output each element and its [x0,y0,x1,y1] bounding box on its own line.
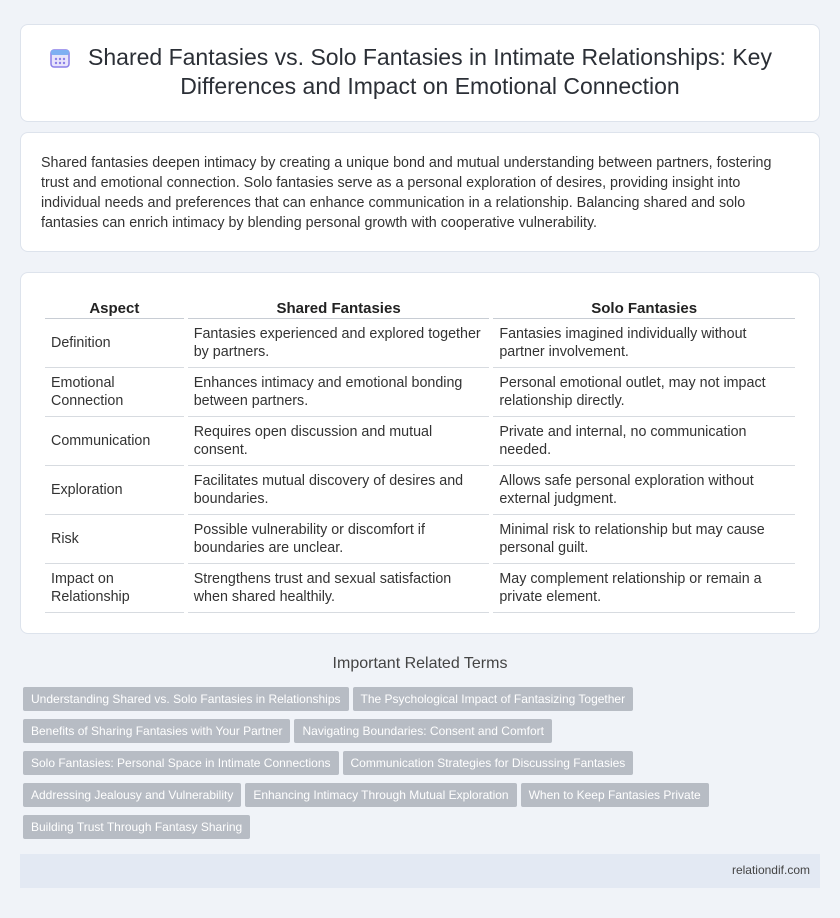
comparison-table [41,295,799,613]
intro-paragraph: Shared fantasies deepen intimacy by creating a unique bond and mutual understanding between partners, fostering trust and emotional connection. Solo fantasies serve as a personal exploration of desires, providing insight into individual needs and preferences that can enhance communication in a relationship. Balancing shared and solo fantasies can enrich intimacy by blending personal growth with cooperative vulnerability. [41,155,772,231]
related-term-tag[interactable]: Addressing Jealousy and Vulnerability [23,783,241,807]
cell-aspect: Risk [45,515,184,564]
related-term-tag[interactable]: Enhancing Intimacy Through Mutual Exploration [245,783,516,807]
related-term-tag[interactable]: Communication Strategies for Discussing Fantasies [343,751,634,775]
related-term-tag[interactable]: Building Trust Through Fantasy Sharing [23,815,250,839]
table-header-row [45,295,795,319]
intro-card [20,132,820,252]
header-aspect: Aspect [45,295,184,319]
related-terms-list [23,687,823,847]
cell-shared: Strengthens trust and sexual satisfaction when shared healthily. [188,564,490,613]
cell-aspect: Emotional Connection [45,368,184,417]
cell-solo: Personal emotional outlet, may not impact relationship directly. [493,368,795,417]
header-solo: Solo Fantasies [493,295,795,319]
table-row [45,466,795,515]
title-card [20,24,820,122]
cell-aspect: Exploration [45,466,184,515]
table-row [45,417,795,466]
related-term-tag[interactable]: When to Keep Fantasies Private [521,783,709,807]
cell-aspect: Impact on Relationship [45,564,184,613]
cell-aspect: Definition [45,319,184,368]
related-term-tag[interactable]: Benefits of Sharing Fantasies with Your Partner [23,719,290,743]
table-row [45,515,795,564]
related-term-tag[interactable]: The Psychological Impact of Fantasizing Together [353,687,634,711]
related-term-tag[interactable]: Navigating Boundaries: Consent and Comfort [294,719,551,743]
cell-solo: Private and internal, no communication needed. [493,417,795,466]
cell-aspect: Communication [45,417,184,466]
footer-site-link[interactable]: relationdif.com [731,863,810,877]
cell-shared: Possible vulnerability or discomfort if boundaries are unclear. [188,515,490,564]
table-row [45,368,795,417]
page-title: Shared Fantasies vs. Solo Fantasies in Intimate Relationships: Key Differences and Impact on Emotional Connection [88,44,772,99]
cell-shared: Fantasies experienced and explored together by partners. [188,319,490,368]
comparison-card [20,272,820,634]
cell-shared: Requires open discussion and mutual consent. [188,417,490,466]
header-shared: Shared Fantasies [188,295,490,319]
table-row [45,319,795,368]
related-terms-heading: Important Related Terms [332,655,508,672]
cell-shared: Enhances intimacy and emotional bonding between partners. [188,368,490,417]
cell-solo: Allows safe personal exploration without external judgment. [493,466,795,515]
cell-shared: Facilitates mutual discovery of desires and boundaries. [188,466,490,515]
footer [20,854,820,888]
cell-solo: May complement relationship or remain a private element. [493,564,795,613]
related-term-tag[interactable]: Solo Fantasies: Personal Space in Intimate Connections [23,751,339,775]
table-row [45,564,795,613]
cell-solo: Minimal risk to relationship but may cause personal guilt. [493,515,795,564]
related-term-tag[interactable]: Understanding Shared vs. Solo Fantasies in Relationships [23,687,349,711]
cell-solo: Fantasies imagined individually without partner involvement. [493,319,795,368]
